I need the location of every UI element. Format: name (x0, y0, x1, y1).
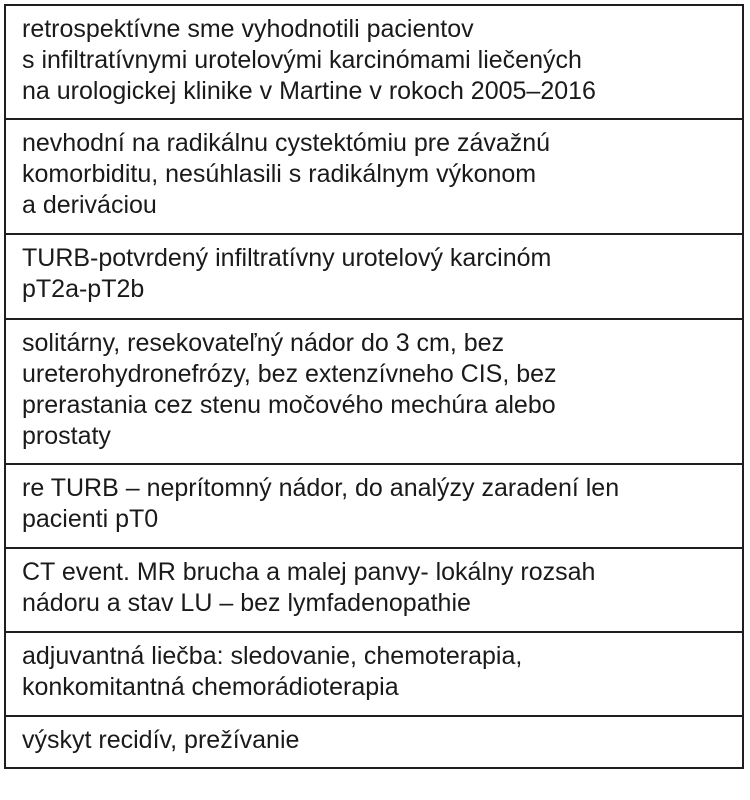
row-text-line: konkomitantná chemorádioterapia (22, 673, 399, 701)
row-text-line: prostaty (22, 422, 111, 450)
row-text-line: výskyt recidív, prežívanie (22, 726, 300, 754)
table-row (6, 120, 742, 235)
row-text-line: adjuvantná liečba: sledovanie, chemoterapia, (22, 642, 523, 670)
row-text-line: prerastania cez stenu močového mechúra alebo (22, 391, 556, 419)
row-text-line: TURB-potvrdený infiltratívny urotelový karcinóm (22, 244, 552, 272)
table-row (6, 320, 742, 465)
table-row (6, 633, 742, 717)
row-text-line: nevhodní na radikálnu cystektómiu pre závažnú (22, 129, 551, 157)
row-text-line: pT2a-pT2b (22, 275, 145, 303)
row-text-line: solitárny, resekovateľný nádor do 3 cm, bez (22, 329, 505, 357)
row-text-line: s infiltratívnymi urotelovými karcinómami liečených (22, 46, 582, 74)
row-text-line: komorbiditu, nesúhlasili s radikálnym výkonom (22, 160, 537, 188)
table-row (6, 6, 742, 120)
table-row (6, 549, 742, 633)
row-text-line: na urologickej klinike v Martine v rokoch 2005–2016 (22, 77, 596, 105)
row-text-line: nádoru a stav LU – bez lymfadenopathie (22, 589, 471, 617)
row-text-line: pacienti pT0 (22, 505, 159, 533)
table-row (6, 717, 742, 767)
table-row (6, 465, 742, 549)
table-row (6, 235, 742, 320)
row-text-line: a deriváciou (22, 191, 157, 219)
row-text-line: retrospektívne sme vyhodnotili pacientov (22, 15, 474, 43)
criteria-table (4, 4, 744, 769)
row-text-line: CT event. MR brucha a malej panvy- lokálny rozsah (22, 558, 596, 586)
row-text-line: ureterohydronefrózy, bez extenzívneho CIS, bez (22, 360, 557, 388)
row-text-line: re TURB – neprítomný nádor, do analýzy zaradení len (22, 474, 620, 502)
